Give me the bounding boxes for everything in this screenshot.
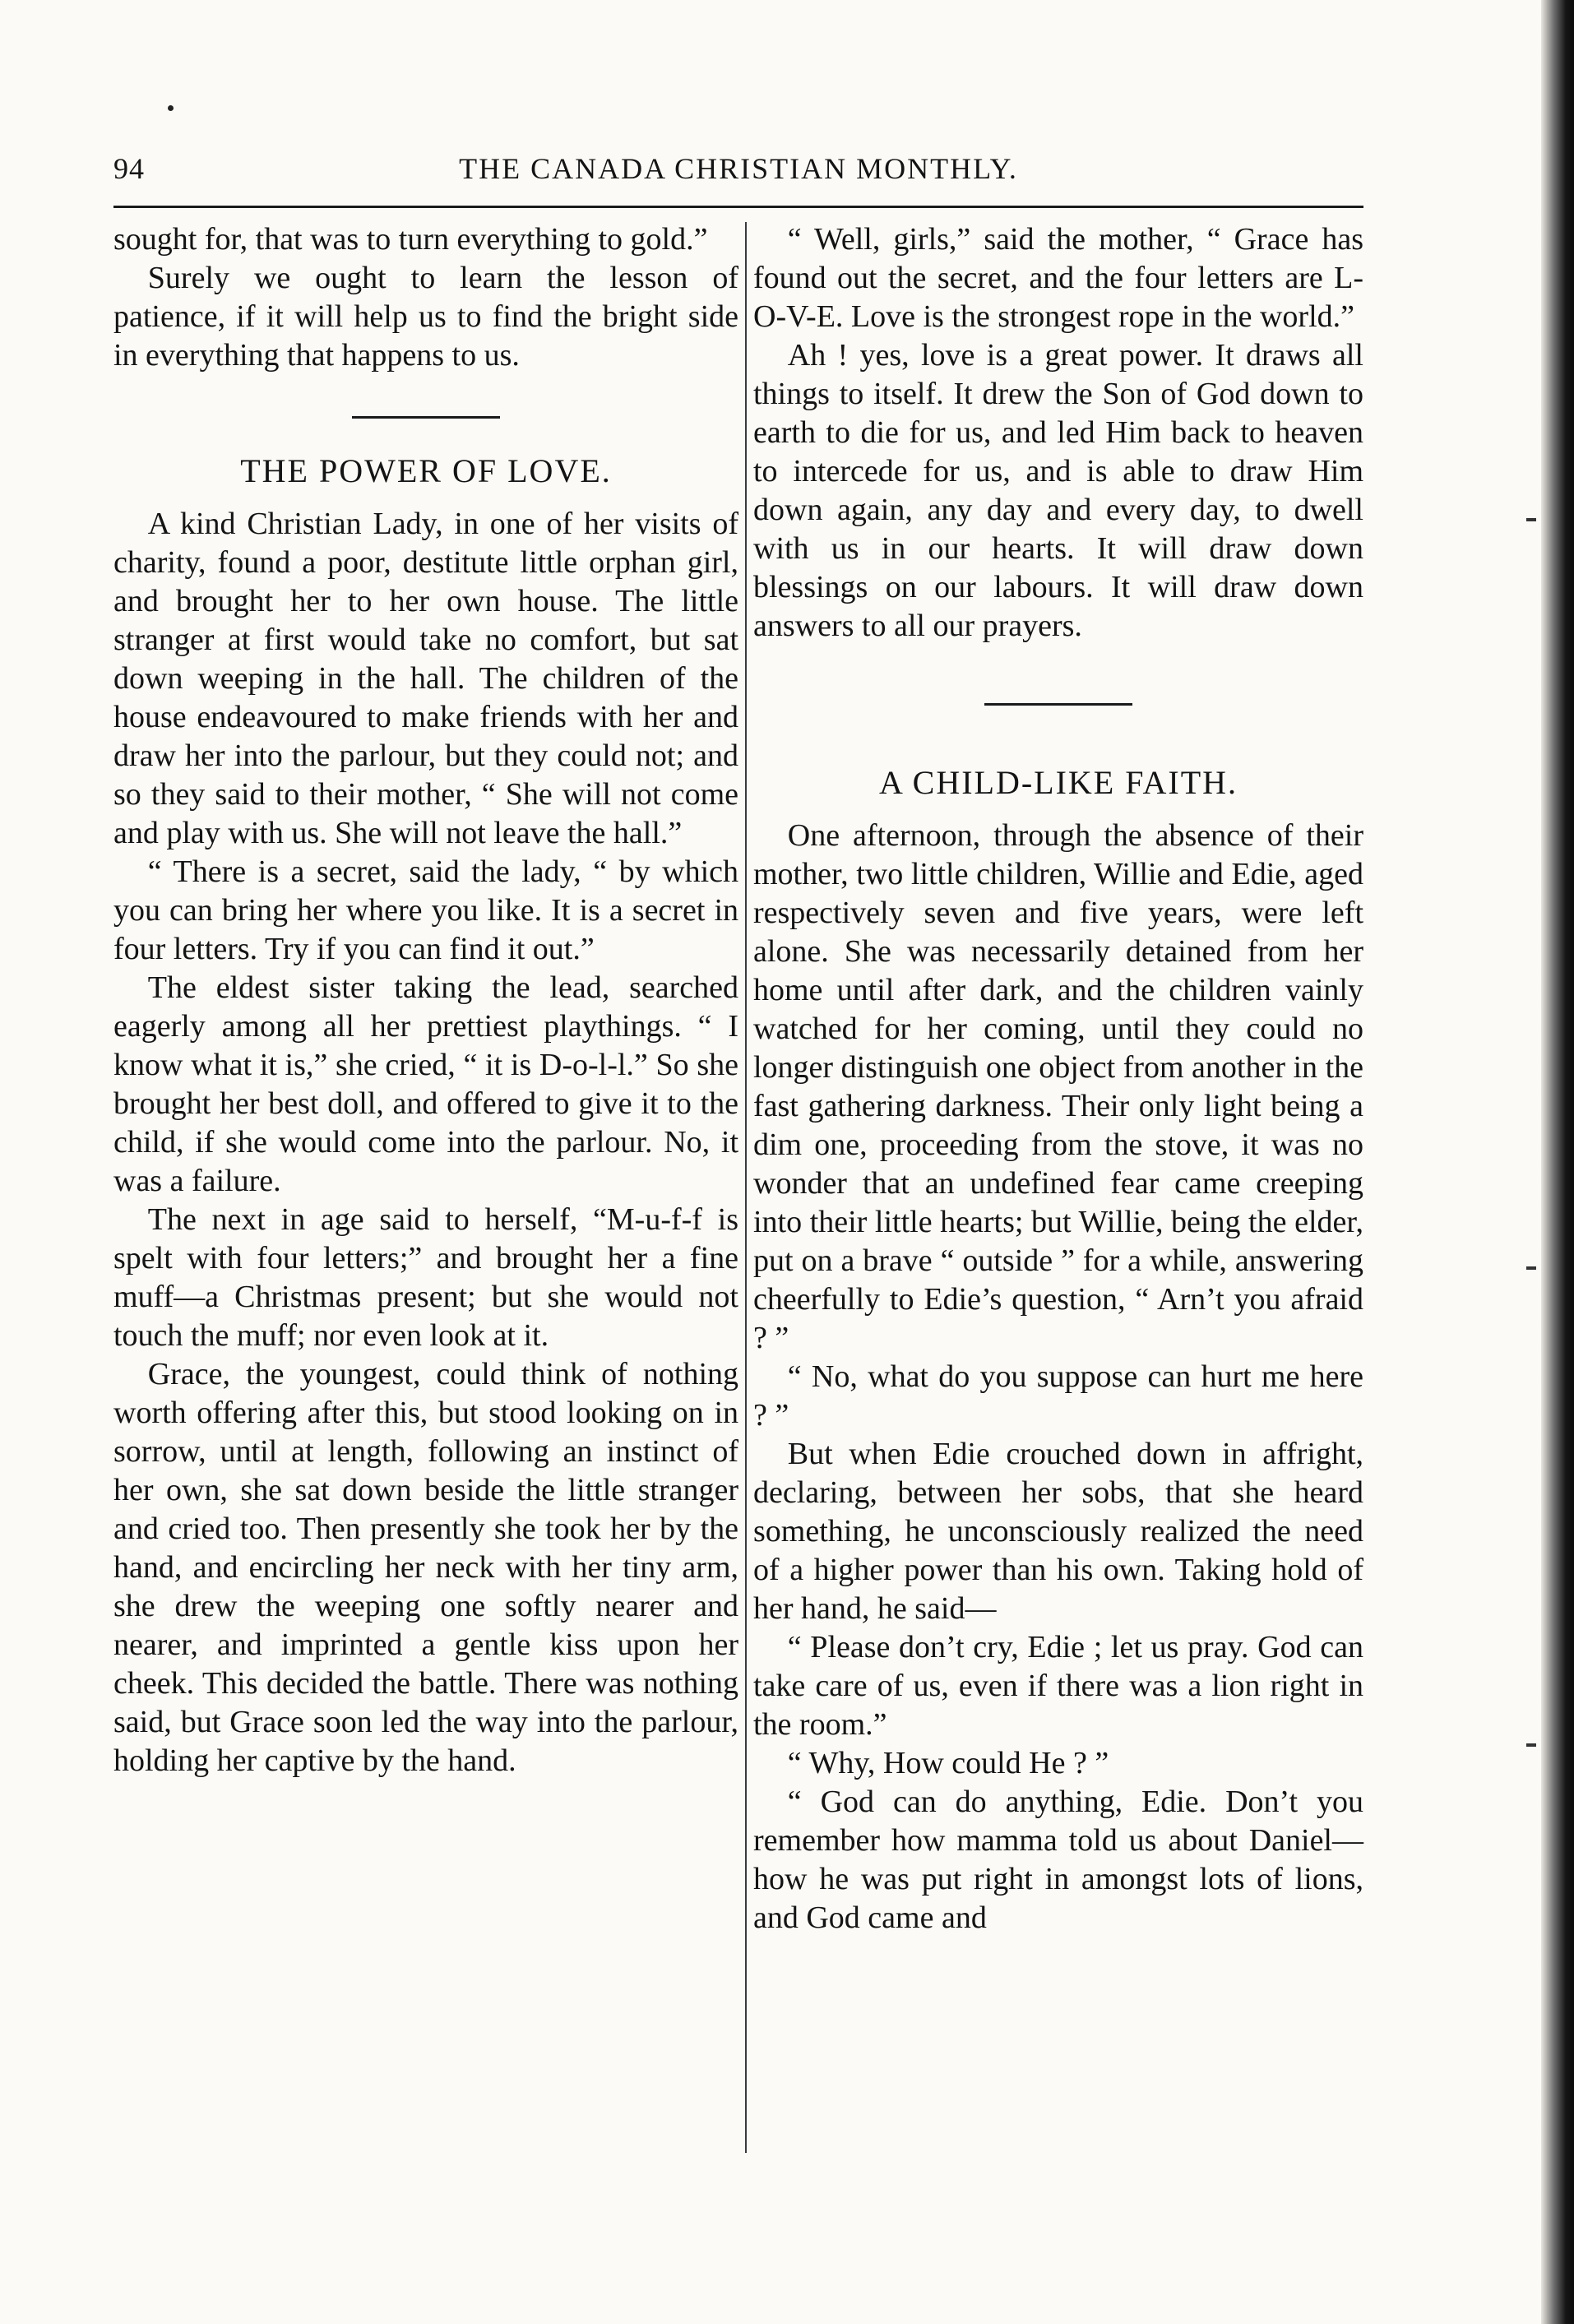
paragraph: “ Well, girls,” said the mother, “ Grace has found out the secret, and the four letters are L-O-V-E. Love is the strongest rope in the world.”: [753, 222, 1363, 334]
running-title: THE CANADA CHRISTIAN MONTHLY.: [459, 152, 1018, 185]
paragraph: “ No, what do you suppose can hurt me here ? ”: [753, 1359, 1363, 1433]
section-divider: [984, 703, 1132, 706]
paragraph: “ There is a secret, said the lady, “ by which you can bring her where you like. It is a secret in four letters. Try if you can find it out.”: [113, 854, 738, 966]
ink-dot: [168, 105, 174, 111]
paragraph: “ Please don’t cry, Edie ; let us pray. God can take care of us, even if there was a lion right in the room.”: [753, 1630, 1363, 1742]
paragraph: Grace, the youngest, could think of nothing worth offering after this, but stood looking on in sorrow, until at length, following an instinct of her own, she sat down beside the little stranger and cried too. Then presently she took her by the hand, and encircling her neck with her tiny arm, she drew the weeping one softly nearer and nearer, and imprinted a gentle kiss upon her cheek. This decided the battle. There was nothing said, but Grace soon led the way into the parlour, holding her captive by the hand.: [113, 1357, 738, 1778]
paragraph: But when Edie crouched down in affright, declaring, between her sobs, that she heard something, he unconsciously realized the need of a higher power than his own. Taking hold of her hand, he said—: [753, 1437, 1363, 1626]
page-header: [113, 145, 1363, 194]
paragraph: The next in age said to herself, “M-u-f-f is spelt with four letters;” and brought her a fine muff—a Christmas present; but she would not touch the muff; nor even look at it.: [113, 1202, 738, 1353]
paragraph: Ah ! yes, love is a great power. It draws all things to itself. It drew the Son of God down to earth to die for us, and led Him back to heaven to intercede for us, and is able to draw Him down again, any day and every day, to dwell with us in our hearts. It will draw down blessings on our labours. It will draw down answers to all our prayers.: [753, 338, 1363, 643]
column-divider: [745, 222, 747, 2153]
binding-edge-shadow: [1541, 0, 1574, 2324]
paragraph: “ God can do anything, Edie. Don’t you remember how mamma told us about Daniel—how he was put right in amongst lots of lions, and God came and: [753, 1785, 1363, 1935]
header-rule: [113, 206, 1363, 208]
edge-speck: [1526, 1266, 1536, 1270]
section-divider: [352, 416, 500, 419]
right-column: [753, 220, 1363, 1937]
paragraph: The eldest sister taking the lead, searched eagerly among all her prettiest playthings. “ I know what it is,” she cried, “ it is D-o-l-l.” So she brought her best doll, and offered to give it to the child, if she would come into the parlour. No, it was a failure.: [113, 970, 738, 1198]
edge-speck: [1526, 1743, 1536, 1747]
page-number: 94: [113, 152, 145, 185]
paragraph: A kind Christian Lady, in one of her visits of charity, found a poor, destitute little orphan girl, and brought her to her own house. The little stranger at first would take no comfort, but sat down weeping in the hall. The children of the house endeavoured to make friends with her and draw her into the parlour, but they could not; and so they said to their mother, “ She will not come and play with us. She will not leave the hall.”: [113, 507, 738, 850]
section-title-child-like-faith: A CHILD-LIKE FAITH.: [878, 764, 1238, 801]
paragraph: “ Why, How could He ? ”: [787, 1746, 1109, 1780]
edge-speck: [1526, 518, 1536, 521]
left-column: [113, 220, 738, 1780]
paragraph: sought for, that was to turn everything to gold.”: [113, 222, 708, 257]
paragraph: One afternoon, through the absence of their mother, two little children, Willie and Edie, aged respectively seven and five years, were left alone. She was necessarily detained from her home until after dark, and the children vainly watched for her coming, until they could no longer distinguish one object from another in the fast gathering darkness. Their only light being a dim one, proceeding from the stove, it was no wonder that an undefined fear came creeping into their little hearts; but Willie, being the elder, put on a brave “ outside ” for a while, answering cheerfully to Edie’s question, “ Arn’t you afraid ? ”: [753, 818, 1363, 1355]
section-title-power-of-love: THE POWER OF LOVE.: [240, 452, 612, 489]
paragraph: Surely we ought to learn the lesson of patience, if it will help us to find the bright side in everything that happens to us.: [113, 261, 738, 373]
